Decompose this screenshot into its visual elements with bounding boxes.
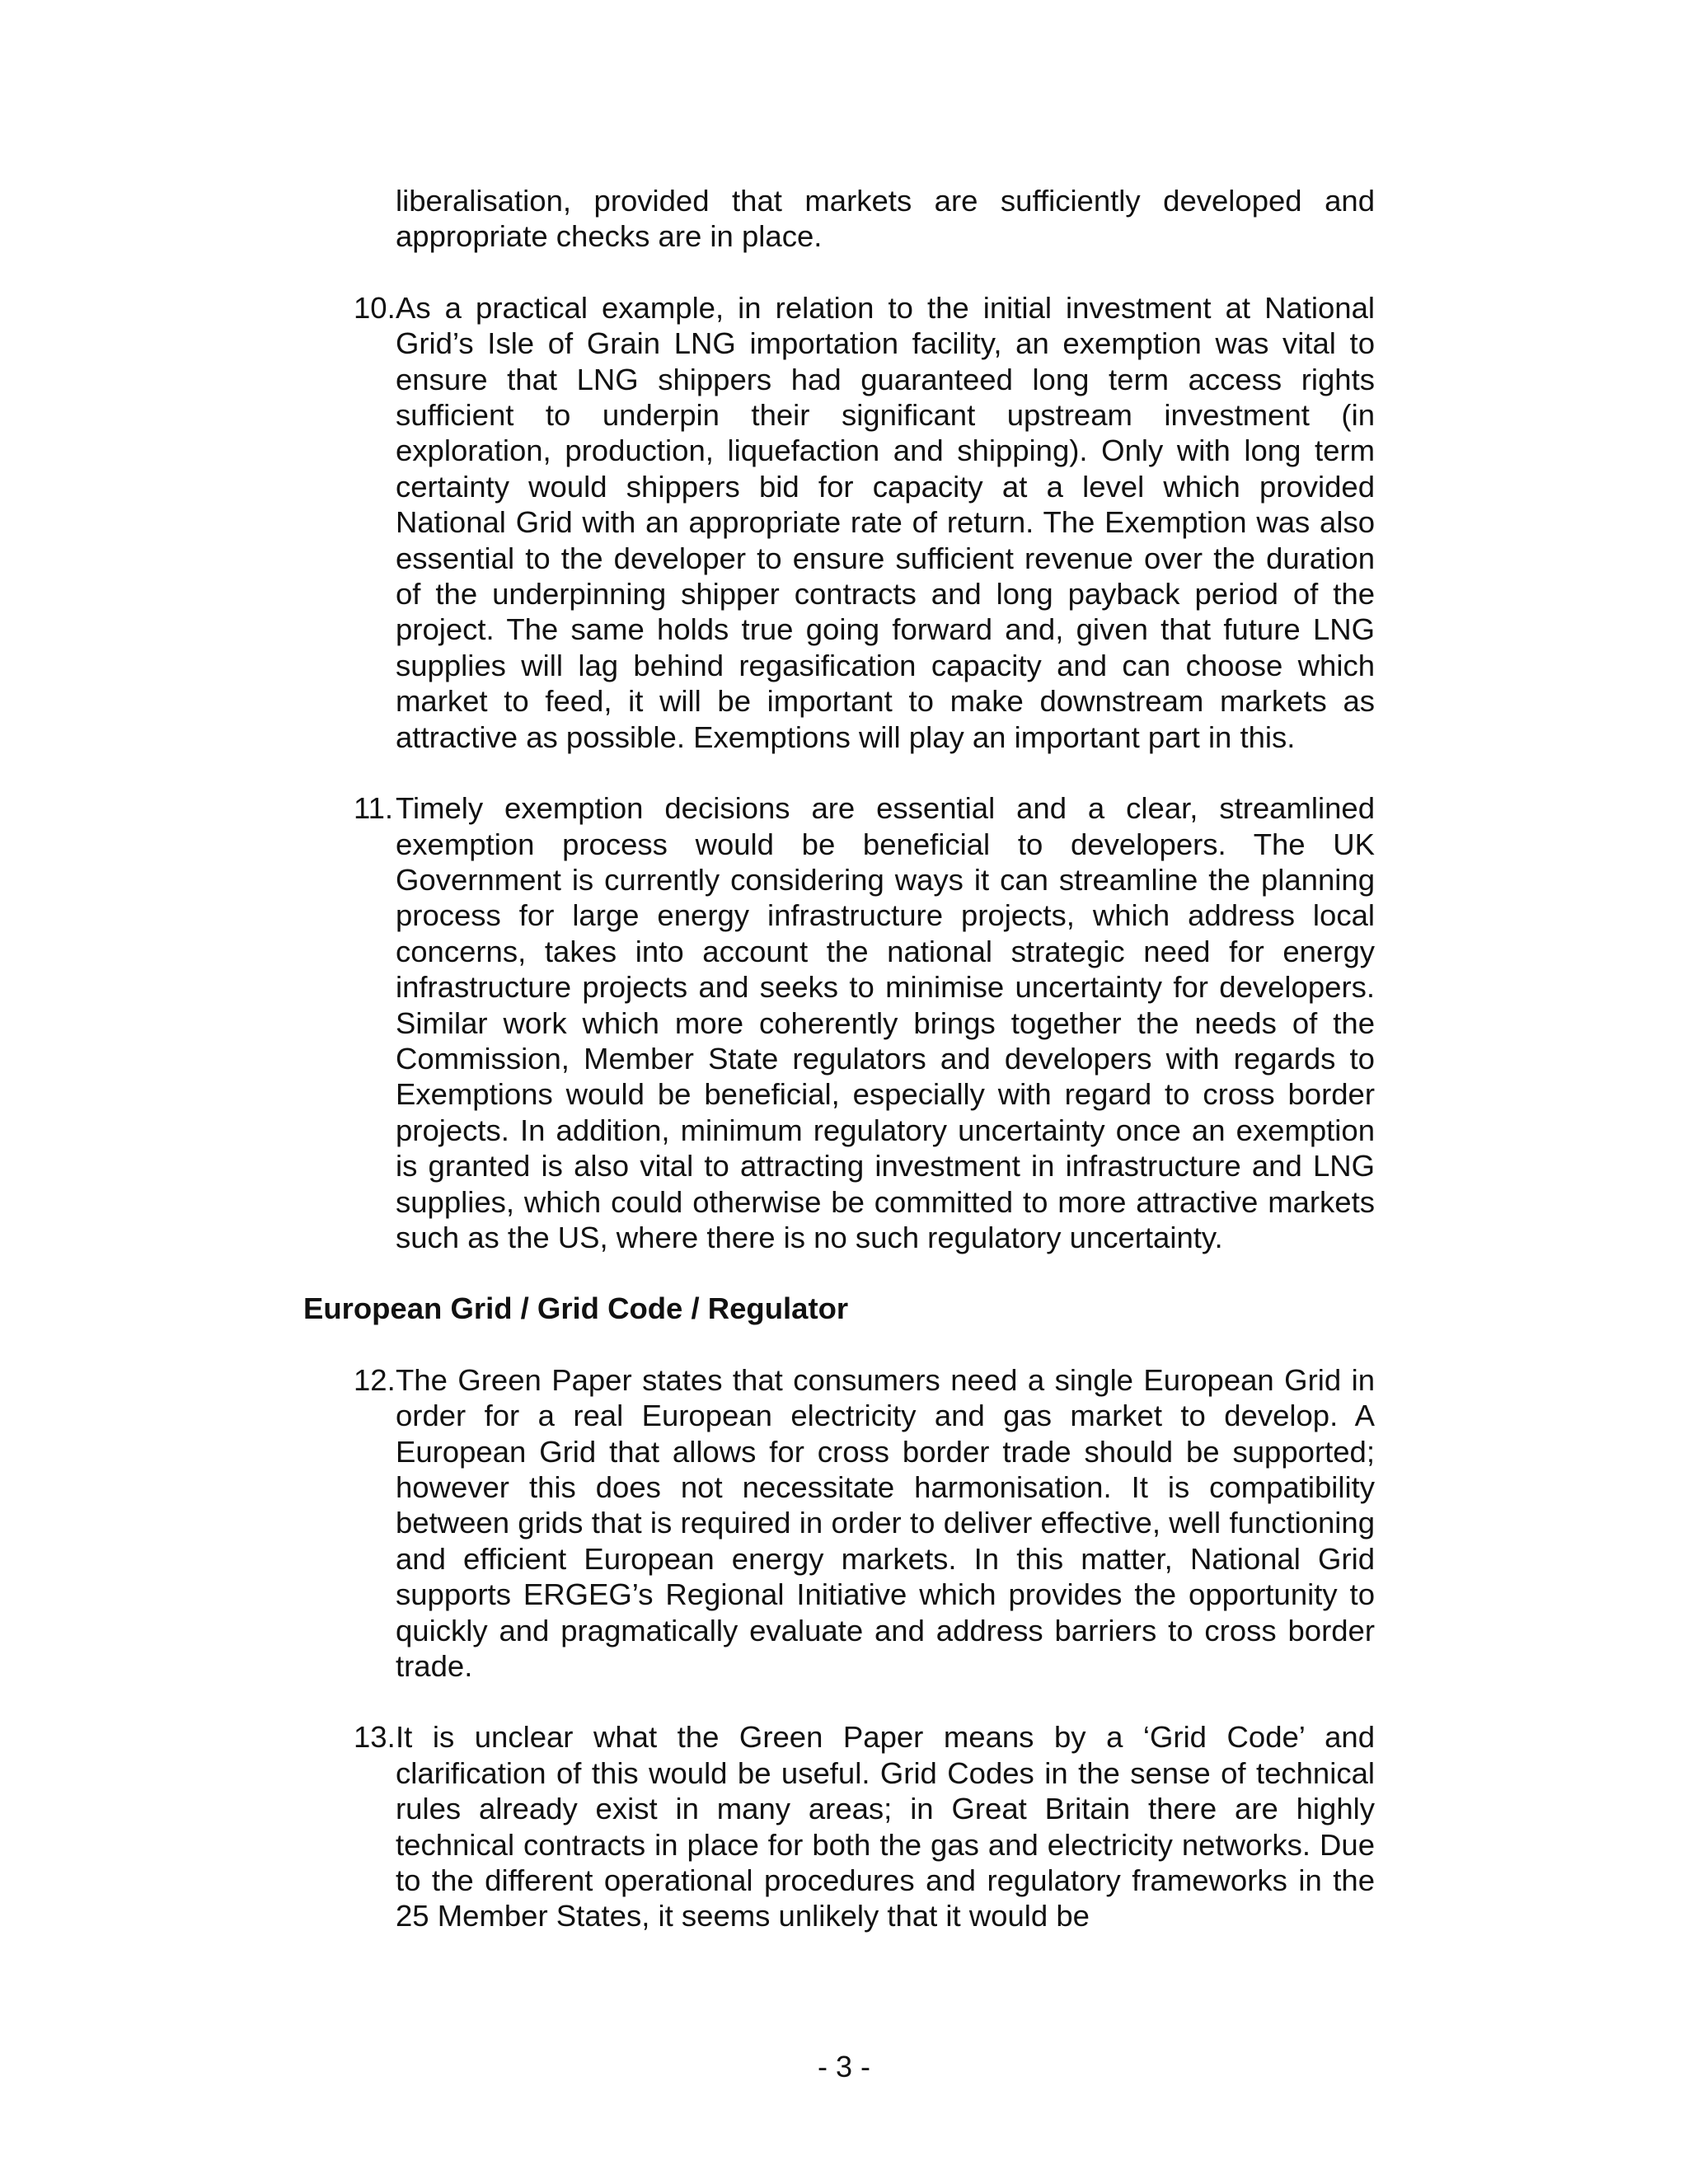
page-number: - 3 -: [817, 2050, 870, 2083]
section-heading: European Grid / Grid Code / Regulator: [303, 1291, 849, 1326]
paragraph-text: The Green Paper states that consumers need a single European Grid in order for a real European electricity and gas market to develop. A European Grid that allows for cross border trade should be supported; however this does not necessitate harmonisation. It is compatibility between grids that is required in order to deliver effective, well functioning and efficient European energy markets. In this matter, National Grid supports ERGEG’s Regional Initiative which provides the opportunity to quickly and pragmatically evaluate and address barriers to cross border trade.: [396, 1362, 1375, 1684]
page-body: [303, 183, 1375, 1934]
paragraph-number: 10.: [354, 290, 396, 325]
paragraph-text: Timely exemption decisions are essential and a clear, streamlined exemption process would be beneficial to developers. The UK Government is currently considering ways it can streamline the planning process for large energy infrastructure projects, which address local concerns, takes into account the national strategic need for energy infrastructure projects and seeks to minimise uncertainty for developers. Similar work which more coherently brings together the needs of the Commission, Member State regulators and developers with regards to Exemptions would be beneficial, especially with regard to cross border projects. In addition, minimum regulatory uncertainty once an exemption is granted is also vital to attracting investment in infrastructure and LNG supplies, which could otherwise be committed to more attractive markets such as the US, where there is no such regulatory uncertainty.: [396, 791, 1375, 1254]
paragraph-10: [303, 290, 1375, 755]
paragraph-continuation: [303, 183, 1375, 255]
paragraph-11: [303, 790, 1375, 1255]
paragraph-number: 11.: [354, 791, 394, 826]
paragraph-text: As a practical example, in relation to the initial investment at National Grid’s Isle of Grain LNG importation facility, an exemption was vital to ensure that LNG shippers had guaranteed long term access rights sufficient to underpin their significant upstream investment (in exploration, production, liquefaction and shipping). Only with long term certainty would shippers bid for capacity at a level which provided National Grid with an appropriate rate of return. The Exemption was also essential to the developer to ensure sufficient revenue over the duration of the underpinning shipper contracts and long payback period of the project. The same holds true going forward and, given that future LNG supplies will lag behind regasification capacity and can choose which market to feed, it will be important to make downstream markets as attractive as possible. Exemptions will play an important part in this.: [396, 290, 1375, 754]
paragraph-text: liberalisation, provided that markets are sufficiently developed and appropriate checks are in place.: [396, 184, 1375, 254]
paragraph-number: 12.: [354, 1362, 396, 1397]
paragraph-12: [303, 1362, 1375, 1685]
paragraph-number: 13.: [354, 1720, 396, 1755]
paragraph-13: [303, 1719, 1375, 1933]
paragraph-text: It is unclear what the Green Paper means by a ‘Grid Code’ and clarification of this would be useful. Grid Codes in the sense of technical rules already exist in many areas; in Great Britain there are highly technical contracts in place for both the gas and electricity networks. Due to the different operational procedures and regulatory frameworks in the 25 Member States, it seems unlikely that it would be: [396, 1720, 1375, 1933]
